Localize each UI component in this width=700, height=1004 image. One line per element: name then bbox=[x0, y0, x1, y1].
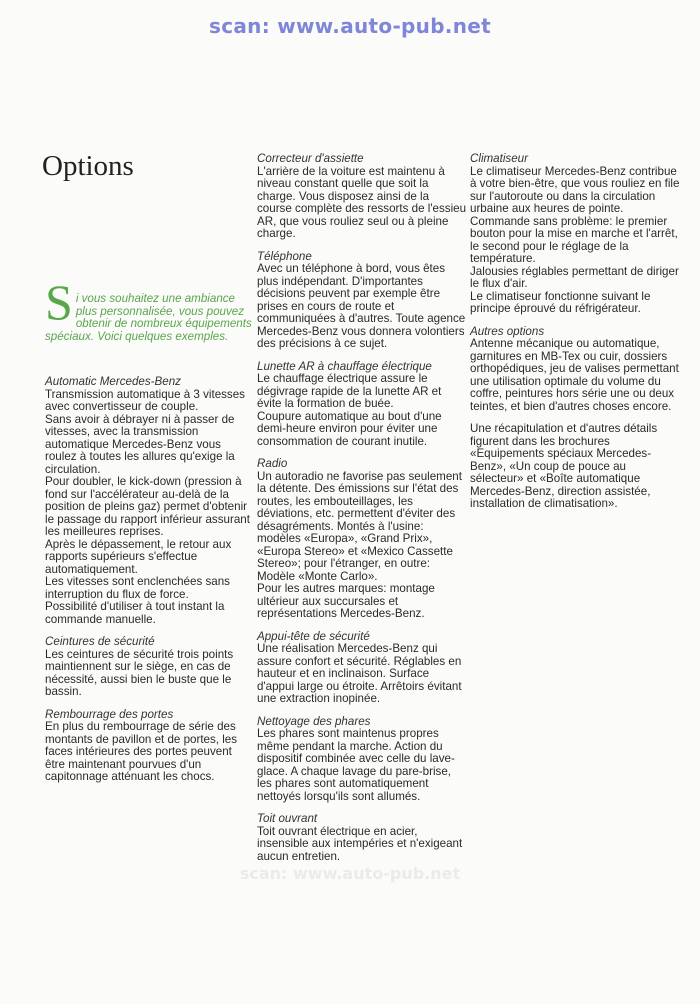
section-heading: Toit ouvrant bbox=[257, 812, 318, 825]
option-section bbox=[45, 709, 255, 784]
section-paragraph: En plus du rembourrage de série des montants de pavillon et de portes, les faces intérieures des portes peuvent être maintenant pourvues d'un capitonnage atténuant les chocs. bbox=[45, 720, 238, 783]
section-paragraph: Les vitesses sont enclenchées sans interruption du flux de force. bbox=[45, 575, 230, 601]
option-section bbox=[257, 361, 467, 449]
option-section bbox=[257, 716, 467, 804]
section-paragraph: Possibilité d'utiliser à tout instant la commande manuelle. bbox=[45, 600, 225, 626]
section-paragraph: Transmission automatique à 3 vitesses avec convertisseur de couple. bbox=[45, 387, 245, 413]
section-paragraph: Toit ouvrant électrique en acier, insensible aux intempéries et n'exigeant aucun entretien. bbox=[257, 824, 463, 863]
option-section bbox=[470, 326, 682, 414]
section-heading: Ceintures de sécurité bbox=[45, 635, 155, 648]
section-heading: Appui-tête de sécurité bbox=[257, 629, 370, 643]
section-paragraph: Antenne mécanique ou automatique, garnitures en MB-Tex ou cuir, dossiers orthopédiques, jeu de valises permettant une utilisation optimale du volume du coffre, peintures hors série une ou deux teintes, et bien d'autres choses encore. bbox=[470, 337, 679, 413]
section-heading: Correcteur d'assiette bbox=[257, 152, 364, 165]
option-section bbox=[257, 251, 467, 351]
section-heading: Nettoyage des phares bbox=[257, 714, 371, 728]
option-section bbox=[45, 636, 255, 699]
section-heading: Climatiseur bbox=[470, 152, 528, 165]
section-paragraph: Avec un téléphone à bord, vous êtes plus indépendant. D'importantes décisions peuvent par exemple être prises en cours de route et communiquées à d'autres. Toute agence Mercedes-Benz vous donnera volontiers des précisions à ce sujet. bbox=[257, 262, 466, 350]
option-section bbox=[257, 153, 467, 241]
section-paragraph: Le chauffage électrique assure le dégivrage rapide de la lunette AR et évite la formation de buée. bbox=[257, 372, 442, 410]
column-left-sections bbox=[45, 376, 255, 794]
column-middle-sections bbox=[257, 153, 467, 863]
section-paragraph: L'arrière de la voiture est maintenu à niveau constant quelle que soit la charge. Vous disposez ainsi de la course complète des ressorts de l'essieu AR, que vous rouliez seul ou à pleine charge. bbox=[257, 164, 467, 240]
section-heading: Radio bbox=[257, 457, 288, 470]
section-paragraph: Les ceintures de sécurité trois points maintiennent sur le siège, en cas de nécessité, aussi bien le buste que le bassin. bbox=[45, 647, 234, 698]
section-paragraph: Les phares sont maintenus propres même pendant la marche. Action du dispositif combinée avec celle du lave-glace. A chaque lavage du pare-brise, les phares sont automatiquement nettoyés lorsqu'ils sont allumés. bbox=[257, 727, 455, 803]
section-heading: Lunette AR à chauffage électrique bbox=[257, 359, 432, 373]
option-section bbox=[45, 376, 255, 626]
column-middle bbox=[257, 153, 467, 873]
page-title: Options bbox=[42, 150, 134, 182]
option-section bbox=[470, 153, 682, 316]
section-paragraph: Après le dépassement, le retour aux rapports supérieurs s'effectue automatiquement. bbox=[45, 537, 232, 576]
section-paragraph: Commande sans problème: le premier bouton pour la mise en marche et l'arrêt, le second pour le réglage de la température. bbox=[470, 214, 678, 265]
section-paragraph: Sans avoir à débrayer ni à passer de vitesses, avec la transmission automatique Mercedes-Benz vous roulez à toutes les allures qu'exige la circulation. bbox=[45, 412, 235, 476]
option-section bbox=[257, 813, 467, 863]
watermark-bottom: scan: www.auto-pub.net bbox=[239, 864, 461, 883]
column-right bbox=[470, 153, 682, 521]
section-paragraph: Une récapitulation et d'autres détails figurent dans les brochures «Equipements spéciaux Mercedes-Benz», «Un coup de pouce au sélecteur» et «Boîte automatique Mercedes-Benz, direction assistée, installation de climatisation». bbox=[470, 422, 658, 510]
section-heading: Autres options bbox=[470, 324, 545, 338]
option-section bbox=[257, 458, 467, 621]
section-paragraph: Un autoradio ne favorise pas seulement la détente. Des émissions sur l'état des routes, les embouteillages, les déviations, etc. permettent d'éviter des désagréments. Montés à l'usine: modèles «Europa», «Grand Prix», «Europa Stereo» et «Mexico Cassette Stereo»; pour l'étranger, en outre: Modèle «Monte Carlo». bbox=[257, 469, 462, 583]
section-paragraph: Pour doubler, le kick-down (pression à fond sur l'accélérateur au-delà de la position de pleins gaz) permet d'obtenir le passage du rapport inférieur assurant les meilleures reprises. bbox=[45, 475, 250, 538]
column-right-sections bbox=[470, 153, 682, 511]
option-section bbox=[470, 423, 682, 511]
section-paragraph: Pour les autres marques: montage ultérieur aux succursales et représentations Mercedes-Benz. bbox=[257, 582, 435, 620]
section-heading: Téléphone bbox=[257, 249, 312, 263]
section-heading: Automatic Mercedes-Benz bbox=[45, 375, 181, 388]
section-heading: Rembourrage des portes bbox=[45, 707, 174, 721]
section-paragraph: Jalousies réglables permettant de diriger le flux d'air. bbox=[470, 264, 679, 290]
section-paragraph: Le climatiseur fonctionne suivant le principe éprouvé du réfrigérateur. bbox=[470, 289, 651, 315]
watermark-top: scan: www.auto-pub.net bbox=[209, 14, 491, 38]
intro-dropcap: S bbox=[45, 274, 73, 330]
section-paragraph: Coupure automatique au bout d'une demi-heure environ pour éviter une consommation de courant inutile. bbox=[257, 409, 442, 448]
intro bbox=[45, 274, 255, 343]
section-paragraph: Une réalisation Mercedes-Benz qui assure confort et sécurité. Réglables en hauteur et en inclinaison. Surface d'appui large ou étroite. Arrêtoirs évitant une extraction inopinée. bbox=[257, 642, 462, 705]
option-section bbox=[257, 631, 467, 706]
intro-text: i vous souhaitez une ambiance plus personnalisée, vous pouvez obtenir de nombreux équipements spéciaux. Voici quelques exemples. bbox=[45, 292, 252, 343]
section-paragraph: Le climatiseur Mercedes-Benz contribue à votre bien-être, que vous rouliez en file sur l'autoroute ou dans la circulation urbaine aux heures de pointe. bbox=[470, 164, 680, 215]
